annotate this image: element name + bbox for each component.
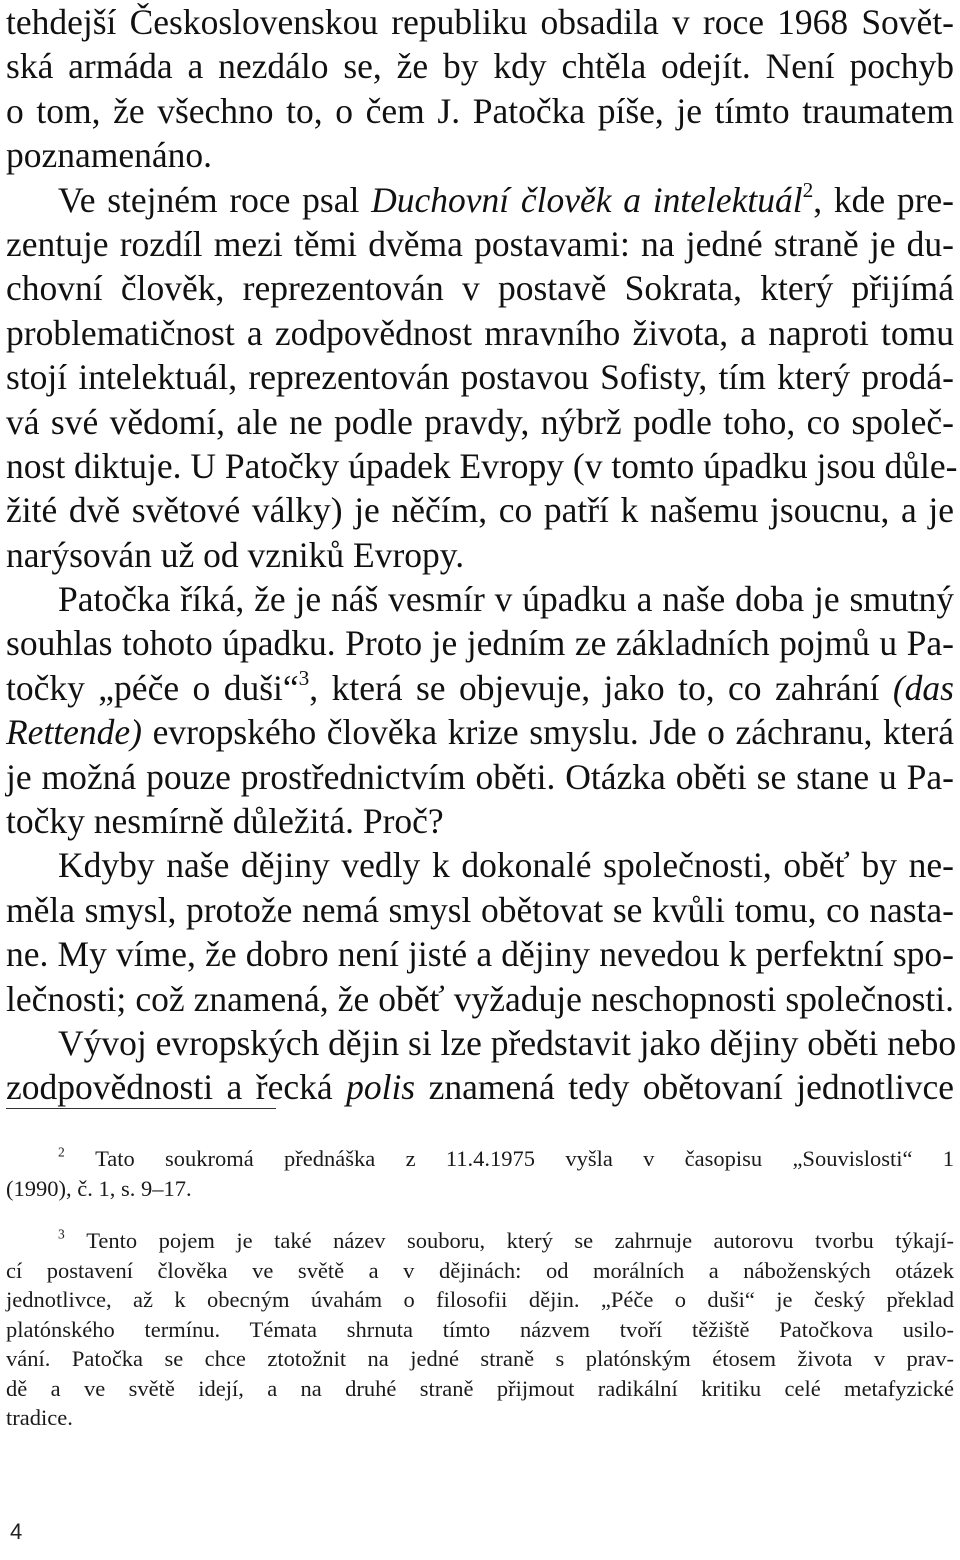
text-line [6,666,954,710]
text-line: poznamenáno. [6,135,213,176]
text-line: měla smysl, protože nemá smysl obětovat se kvůli tomu, co nasta- [6,889,954,930]
text-run: , která se objevuje, jako to, co zahrání [309,667,893,708]
footnote-line: vání. Patočka se chce ztotožnit na jedné straně s platónským étosem života v prav- [6,1346,954,1371]
text-line [6,1065,954,1109]
text-run: Ve stejném roce psal [58,179,372,220]
footnote-2 [6,1144,954,1203]
text-line [6,178,954,222]
text-line: Vývoj evropských dějin si lze představit jako dějiny oběti nebo [58,1022,957,1063]
text-line: tehdejší Československou republiku obsadila v roce 1968 Sovět- [6,2,954,42]
text-line: o tom, že všechno to, o čem J. Patočka píše, je tímto traumatem [6,90,954,131]
text-line [6,710,954,754]
text-line: chovní člověk, reprezentován v postavě Sokrata, který přijímá [6,268,954,309]
text-run: Tento pojem je také název souboru, který se zahrnuje autorovu tvorbu týkají- [86,1228,954,1253]
german-term: (das [892,667,954,708]
footnote-line [6,1226,954,1256]
text-line: ne. My víme, že dobro není jisté a dějiny nevedou k perfektní spo- [6,934,954,975]
text-line: lečnosti; což znamená, že oběť vyžaduje neschopnosti společnosti. [6,978,954,1019]
footnote-marker: 2 [58,1144,65,1160]
text-line: souhlas tohoto úpadku. Proto je jedním ze základních pojmů u Pa- [6,623,954,664]
footnote-line: tradice. [6,1405,73,1430]
text-run: točky „péče o duši“ [6,667,299,708]
footnote-line: jednotlivce, až k obecným úvahám o filosofii dějin. „Péče o duši“ je český překlad [6,1287,954,1312]
footnote-separator [6,1108,276,1109]
main-text [6,0,958,1110]
text-run: zodpovědnosti a řecká [6,1067,347,1108]
footnote-marker: 3 [58,1226,65,1242]
german-term: Rettende) [6,712,143,753]
text-run: evropského člověka krize smyslu. Jde o záchranu, která [142,712,954,753]
text-run: , kde pre- [813,179,954,220]
text-line: zentuje rozdíl mezi těmi dvěma postavami: na jedné straně je du- [6,223,954,264]
text-line: nost diktuje. U Patočky úpadek Evropy (v tomto úpadku jsou důle- [6,445,958,486]
text-line: Kdyby naše dějiny vedly k dokonalé společnosti, oběť by ne- [58,845,954,886]
text-line: stojí intelektuál, reprezentován postavou Sofisty, tím který prodá- [6,357,954,398]
footnote-ref: 3 [298,665,310,690]
text-line: žité dvě světové války) je něčím, co patří k našemu jsoucnu, a je [6,490,954,531]
greek-term: polis [346,1067,416,1108]
text-run: Tato soukromá přednáška z 11.4.1975 vyšla v časopisu „Souvislosti“ 1 [95,1146,955,1171]
text-line: Patočka říká, že je náš vesmír v úpadku a naše doba je smutný [58,579,954,620]
text-line: narýsován už od vzniků Evropy. [6,534,465,575]
text-line: točky nesmírně důležitá. Proč? [6,801,444,842]
text-line: vá své vědomí, ale ne podle pravdy, nýbrž podle toho, co společ- [6,401,954,442]
text-line: problematičnost a zodpovědnost mravního života, a naproti tomu [6,312,954,353]
footnote-line: (1990), č. 1, s. 9–17. [6,1175,192,1201]
text-line: ská armáda a nezdálo se, že by kdy chtěla odejít. Není pochyb [6,46,954,87]
text-run: znamená tedy obětovaní jednotlivce [415,1067,954,1108]
text-line: je možná pouze prostřednictvím oběti. Otázka oběti se stane u Pa- [6,756,954,797]
page-number: 4 [10,1519,23,1544]
footnote-line [6,1144,954,1174]
footnote-line: platónského termínu. Témata shrnuta tímto názvem tvoří těžiště Patočkova usilo- [6,1316,954,1342]
footnote-line: dě a ve světě idejí, a na druhé straně přijmout radikální kritiku celé metafyzické [6,1375,954,1401]
footnote-3 [6,1226,954,1433]
footnote-line: cí postavení člověka ve světě a v dějinách: od morálních a náboženských otázek [6,1257,954,1283]
footnote-ref: 2 [802,177,814,202]
work-title: Duchovní člověk a intelektuál [371,179,803,220]
